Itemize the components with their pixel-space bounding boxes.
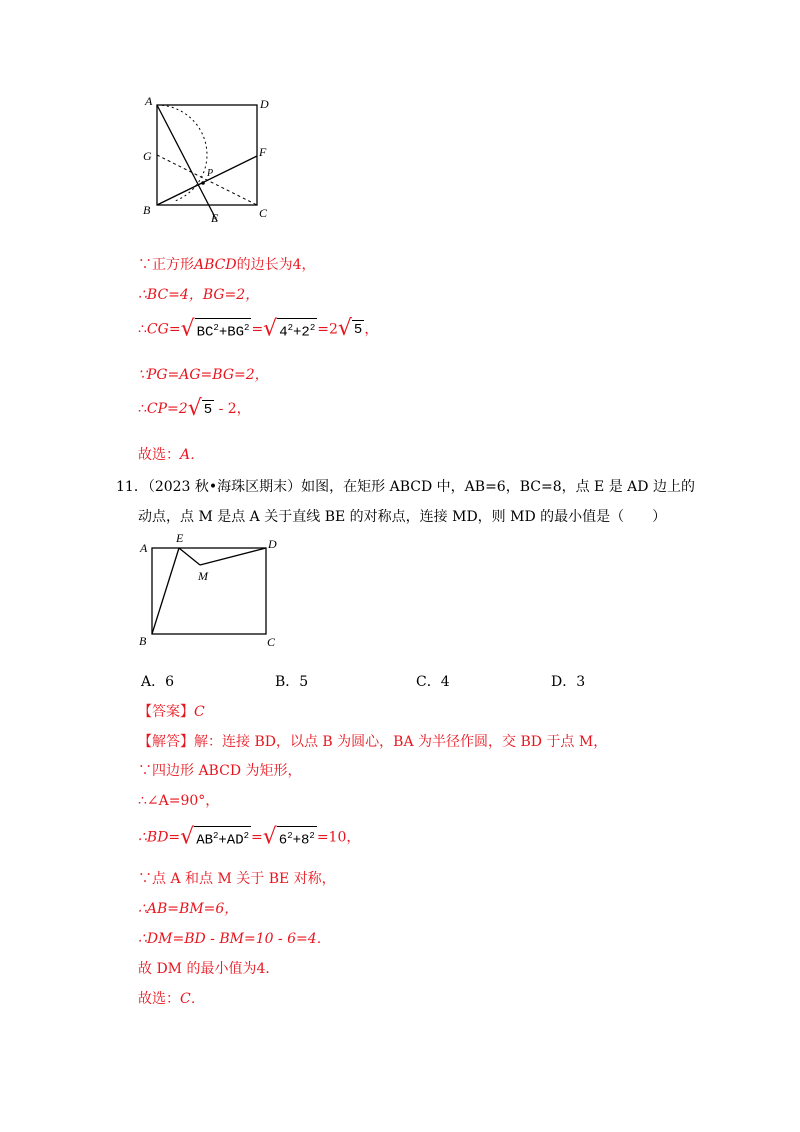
point-p xyxy=(201,181,205,185)
sol1-line4: ∵PG=AG=BG=2， xyxy=(138,367,269,383)
label-a2: A xyxy=(140,541,148,555)
label-d: D xyxy=(260,97,269,111)
sol1-line5: ∴CP=2√ 5 - 2， xyxy=(138,396,251,421)
label-g: G xyxy=(143,149,152,163)
solve-11-s1: ∵四边形 ABCD 为矩形， xyxy=(138,763,302,779)
segment-md xyxy=(200,548,266,565)
solve-11-s3: ∴BD=√ $AB^2+AD^2$ =√ $6^2+8^2 =10$， xyxy=(138,824,361,850)
option-b[interactable]: B．5 xyxy=(275,674,309,690)
label-b: B xyxy=(143,203,151,217)
label-c: C xyxy=(259,206,268,220)
sol1-line1: ∵正方形ABCD的边长为4， xyxy=(138,257,316,273)
solve-11-s4: ∵点 A 和点 M 关于 BE 对称， xyxy=(138,871,336,887)
sqrt-5: √ 5 xyxy=(337,316,363,342)
sqrt-ab-ad: √ $AB^2+AD^2$ xyxy=(180,824,250,850)
segment-em xyxy=(179,548,200,565)
segment-be xyxy=(152,548,179,634)
label-d2: D xyxy=(268,537,277,551)
square-abcd xyxy=(157,105,257,205)
option-a[interactable]: A．6 xyxy=(141,674,175,690)
label-e: E xyxy=(211,211,219,225)
label-b2: B xyxy=(139,634,147,648)
label-m2: M xyxy=(198,569,208,583)
option-d[interactable]: D．3 xyxy=(551,674,586,690)
solve-11-intro: 【解答】解：连接 BD，以点 B 为圆心，BA 为半径作圆，交 BD 于点 M， xyxy=(138,734,608,750)
sol1-line3: ∴CG=√ $BC^2+BG^2$ =√ $4^2+2^2 =2√$ 5 ， xyxy=(138,316,379,342)
answer-11: 【答案】C xyxy=(138,704,205,720)
label-p: P xyxy=(207,168,214,179)
sol1-line2: ∴BC=4，BG=2， xyxy=(138,287,260,303)
question-11-line1: 11．（2023 秋•海珠区期末）如图，在矩形 ABCD 中，AB=6，BC=8，点 E 是 AD 边上的 xyxy=(116,479,695,495)
sqrt-5b: √ 5 xyxy=(187,396,213,421)
sqrt-bc-bg: √ $BC^2+BG^2$ xyxy=(180,316,250,342)
dashed-bp xyxy=(157,182,204,205)
solve-11-s5: ∴AB=BM=6， xyxy=(138,901,239,917)
segment-ae xyxy=(157,105,217,221)
solve-11-s2: ∴∠A=90°， xyxy=(138,793,220,809)
solve-11-s6: ∴DM=BD - BM=10 - 6=4． xyxy=(138,931,331,947)
solve-11-s8: 故选：C． xyxy=(138,991,205,1007)
question-11-line2: 动点，点 M 是点 A 关于直线 BE 的对称点，连接 MD，则 MD 的最小值是（ ） xyxy=(138,509,667,525)
rectangle-abcd xyxy=(152,548,266,634)
sqrt-4-2: √ $4^2+2^2$ xyxy=(263,316,316,342)
label-c2: C xyxy=(267,635,276,649)
square-figure xyxy=(135,90,285,230)
label-e2: E xyxy=(176,531,184,545)
option-c[interactable]: C．4 xyxy=(416,674,450,690)
sol1-line6: 故选：A． xyxy=(138,447,205,463)
rectangle-figure xyxy=(135,530,295,655)
sqrt-6-8: √ $6^2+8^2$ xyxy=(262,824,315,850)
label-a: A xyxy=(145,94,153,108)
solve-11-s7: 故 DM 的最小值为4． xyxy=(138,961,280,977)
label-f: F xyxy=(259,145,267,159)
